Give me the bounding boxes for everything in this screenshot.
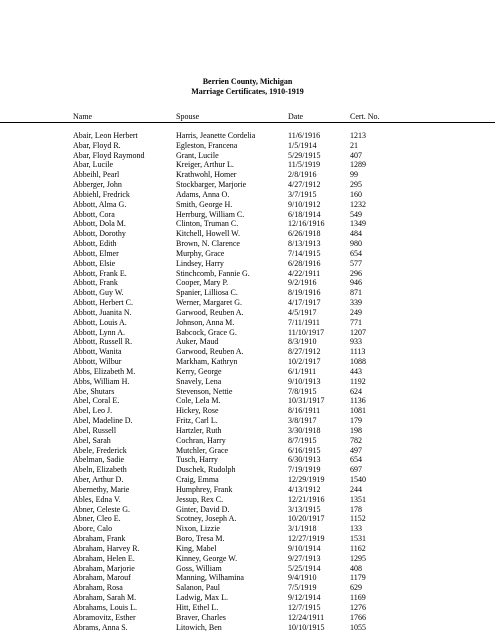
cell-spouse: Snavely, Lena <box>176 376 222 386</box>
cell-name: Abel, Russell <box>73 425 117 435</box>
cell-name: Abbott, Herbert C. <box>73 298 133 308</box>
cell-date: 12/21/1916 <box>288 494 325 504</box>
cell-name: Abel, Madeline D. <box>73 416 133 426</box>
cell-spouse: Babcock, Grace G. <box>176 327 237 337</box>
cell-name: Ables, Edna V. <box>73 494 121 504</box>
cell-date: 8/16/1911 <box>288 406 321 416</box>
cell-spouse: Lindsey, Harry <box>176 258 224 268</box>
cell-name: Abbott, Lynn A. <box>73 327 126 337</box>
cell-date: 7/14/1915 <box>288 248 321 258</box>
cell-spouse: Tusch, Harry <box>176 455 218 465</box>
cell-name: Abar, Floyd Raymond <box>73 150 145 160</box>
table-header <box>0 112 495 123</box>
cell-name: Abbott, Elsie <box>73 258 116 268</box>
cell-spouse: Smith, George H. <box>176 199 233 209</box>
cell-name: Abbott, Russell R. <box>73 337 133 347</box>
column-header-date: Date <box>288 112 304 121</box>
cell-date: 11/6/1916 <box>288 131 321 140</box>
cell-spouse: Ladwig, Max L. <box>176 593 228 602</box>
cell-date: 6/16/1915 <box>288 445 321 455</box>
cell-date: 7/8/1915 <box>288 386 317 396</box>
cell-date: 8/13/1913 <box>288 239 321 249</box>
cell-cert-no: 1289 <box>350 160 366 170</box>
cell-cert-no: 1349 <box>350 219 366 229</box>
cell-cert-no: 99 <box>350 170 358 180</box>
cell-date: 12/16/1916 <box>288 219 325 229</box>
cell-cert-no: 160 <box>350 189 362 199</box>
cell-date: 7/11/1911 <box>288 317 320 327</box>
cell-cert-no: 408 <box>350 563 362 573</box>
cell-name: Abrams, Anna S. <box>73 622 128 632</box>
cell-date: 11/5/1919 <box>288 160 321 170</box>
cell-date: 4/5/1917 <box>288 307 317 317</box>
cell-spouse: Grant, Lucile <box>176 150 219 160</box>
cell-name: Abraham, Helen E. <box>73 553 135 563</box>
cell-cert-no: 1351 <box>350 494 366 504</box>
cell-name: Abel, Sarah <box>73 435 111 445</box>
cell-spouse: Boro, Tresa M. <box>176 534 225 544</box>
cell-name: Abbott, Frank E. <box>73 268 127 278</box>
cell-name: Abrahams, Louis L. <box>73 602 137 612</box>
cell-name: Abbott, Cora <box>73 209 115 219</box>
cell-date: 10/20/1917 <box>288 514 325 524</box>
cell-spouse: Braver, Charles <box>176 612 226 622</box>
cell-cert-no: 1276 <box>350 602 366 612</box>
cell-name: Abbott, Dola M. <box>73 219 126 229</box>
cell-cert-no: 249 <box>350 307 362 317</box>
cell-cert-no: 497 <box>350 445 362 455</box>
cell-name: Abberger, John <box>73 180 122 190</box>
cell-cert-no: 1766 <box>350 612 366 622</box>
cell-spouse: Salanon, Paul <box>176 583 220 593</box>
cell-name: Abe, Shutars <box>73 386 115 396</box>
cell-spouse: Cooper, Mary P. <box>176 278 229 288</box>
cell-date: 10/10/1915 <box>288 622 325 632</box>
cell-spouse: Jessup, Rex C. <box>176 494 224 504</box>
cell-spouse: Spanier, Lilliosa C. <box>176 288 238 298</box>
cell-date: 11/10/1917 <box>288 327 325 337</box>
cell-date: 8/27/1912 <box>288 347 321 357</box>
cell-cert-no: 549 <box>350 209 362 219</box>
cell-name: Abbott, Juanita N. <box>73 307 132 317</box>
cell-cert-no: 1169 <box>350 593 366 602</box>
cell-name: Abbott, Wilbur <box>73 357 122 367</box>
cell-name: Abelman, Sadie <box>73 455 125 465</box>
cell-cert-no: 1152 <box>350 514 366 524</box>
cell-cert-no: 697 <box>350 465 362 475</box>
cell-date: 9/2/1916 <box>288 278 317 288</box>
cell-name: Abore, Calo <box>73 524 113 534</box>
cell-spouse: Fritz, Carl L. <box>176 416 218 426</box>
cell-name: Abbott, Wanita <box>73 347 122 357</box>
cell-date: 6/26/1918 <box>288 229 321 239</box>
cell-spouse: Kerry, George <box>176 366 222 376</box>
document-title: Berrien County, Michigan <box>202 77 293 86</box>
cell-spouse: Garwood, Reuben A. <box>176 347 244 357</box>
cell-spouse: King, Mabel <box>176 543 217 553</box>
cell-spouse: Stevenson, Nettie <box>176 386 233 396</box>
cell-spouse: Hitt, Ethel L. <box>176 602 219 612</box>
cell-date: 2/8/1916 <box>288 170 317 180</box>
cell-name: Abraham, Marouf <box>73 573 131 583</box>
cell-name: Abernethy, Marie <box>73 484 130 494</box>
cell-cert-no: 654 <box>350 455 362 465</box>
cell-date: 3/1/1918 <box>288 524 317 534</box>
cell-date: 7/5/1919 <box>288 583 317 593</box>
cell-date: 12/27/1919 <box>288 534 325 544</box>
column-header-spouse: Spouse <box>176 112 200 121</box>
cell-cert-no: 244 <box>350 484 362 494</box>
cell-name: Abbs, William H. <box>73 376 130 386</box>
cell-spouse: Markham, Kathryn <box>176 357 238 367</box>
cell-date: 8/7/1915 <box>288 435 317 445</box>
cell-name: Abbott, Alma G. <box>73 199 127 209</box>
column-header-cert-no: Cert. No. <box>350 112 380 121</box>
cell-date: 12/24/1911 <box>288 612 325 622</box>
cell-cert-no: 1055 <box>350 622 366 632</box>
cell-spouse: Craig, Emma <box>176 475 219 485</box>
cell-spouse: Kinney, George W. <box>176 553 238 563</box>
cell-spouse: Cole, Lela M. <box>176 396 221 406</box>
cell-date: 6/30/1913 <box>288 455 321 465</box>
cell-date: 3/30/1918 <box>288 425 321 435</box>
cell-date: 6/28/1916 <box>288 258 321 268</box>
cell-spouse: Kitchell, Howell W. <box>176 229 240 239</box>
cell-name: Abel, Coral E. <box>73 396 120 406</box>
cell-date: 4/13/1912 <box>288 484 321 494</box>
column-header-name: Name <box>73 112 93 121</box>
cell-name: Abbott, Elmer <box>73 248 119 258</box>
cell-spouse: Scotney, Joseph A. <box>176 514 237 524</box>
cell-cert-no: 1162 <box>350 543 366 553</box>
cell-cert-no: 577 <box>350 258 362 268</box>
cell-spouse: Herrburg, William C. <box>176 209 245 219</box>
cell-date: 8/19/1916 <box>288 288 321 298</box>
cell-date: 12/29/1919 <box>288 475 325 485</box>
cell-date: 3/13/1915 <box>288 504 321 514</box>
cell-cert-no: 21 <box>350 140 358 150</box>
table-row <box>0 622 495 633</box>
cell-cert-no: 946 <box>350 278 362 288</box>
cell-name: Abbott, Guy W. <box>73 288 124 298</box>
cell-name: Abbott, Dorothy <box>73 229 126 239</box>
cell-date: 4/22/1911 <box>288 268 321 278</box>
cell-cert-no: 484 <box>350 229 362 239</box>
cell-name: Abele, Frederick <box>73 445 127 455</box>
cell-spouse: Brown, N. Clarence <box>176 239 240 249</box>
cell-name: Abbiehl, Fredrick <box>73 189 130 199</box>
cell-spouse: Hartzler, Ruth <box>176 425 222 435</box>
cell-name: Abbott, Edith <box>73 239 117 249</box>
cell-name: Abar, Lucile <box>73 160 114 170</box>
cell-cert-no: 1088 <box>350 357 366 367</box>
cell-spouse: Stockbarger, Marjorie <box>176 180 247 190</box>
cell-cert-no: 198 <box>350 425 362 435</box>
cell-cert-no: 1531 <box>350 534 366 544</box>
cell-date: 4/17/1917 <box>288 298 321 308</box>
cell-spouse: Duschek, Rudolph <box>176 465 236 475</box>
cell-spouse: Goss, William <box>176 563 222 573</box>
cell-cert-no: 1081 <box>350 406 366 416</box>
document-subtitle: Marriage Certificates, 1910-1919 <box>191 87 304 96</box>
cell-cert-no: 296 <box>350 268 362 278</box>
cell-date: 9/27/1913 <box>288 553 321 563</box>
cell-date: 9/10/1913 <box>288 376 321 386</box>
cell-spouse: Garwood, Reuben A. <box>176 307 244 317</box>
cell-name: Abel, Leo J. <box>73 406 113 416</box>
cell-spouse: Kreiger, Arthur L. <box>176 160 234 170</box>
cell-spouse: Hickey, Rose <box>176 406 219 416</box>
cell-date: 9/4/1910 <box>288 573 317 583</box>
cell-date: 3/7/1915 <box>288 189 317 199</box>
cell-cert-no: 133 <box>350 524 362 534</box>
cell-cert-no: 1295 <box>350 553 366 563</box>
cell-cert-no: 624 <box>350 386 362 396</box>
cell-date: 12/7/1915 <box>288 602 321 612</box>
cell-cert-no: 407 <box>350 150 362 160</box>
cell-cert-no: 1213 <box>350 131 366 140</box>
cell-spouse: Adams, Anna O. <box>176 189 230 199</box>
cell-cert-no: 178 <box>350 504 362 514</box>
cell-name: Abeln, Elizabeth <box>73 465 127 475</box>
cell-spouse: Clinton, Truman C. <box>176 219 239 229</box>
cell-spouse: Johnson, Anna M. <box>176 317 235 327</box>
cell-name: Abner, Cleo E. <box>73 514 121 524</box>
cell-date: 6/1/1911 <box>288 366 317 376</box>
cell-spouse: Egleston, Francena <box>176 140 238 150</box>
cell-cert-no: 771 <box>350 317 362 327</box>
cell-spouse: Cochran, Harry <box>176 435 226 445</box>
cell-spouse: Litowich, Ben <box>176 622 222 632</box>
cell-cert-no: 1179 <box>350 573 366 583</box>
cell-cert-no: 1540 <box>350 475 366 485</box>
cell-spouse: Murphy, Grace <box>176 248 225 258</box>
cell-name: Abbs, Elizabeth M. <box>73 366 136 376</box>
cell-name: Abraham, Rosa <box>73 583 123 593</box>
cell-cert-no: 1207 <box>350 327 366 337</box>
cell-spouse: Nixon, Lizzie <box>176 524 220 534</box>
cell-name: Abbeihl, Pearl <box>73 170 120 180</box>
cell-name: Abar, Floyd R. <box>73 140 121 150</box>
cell-name: Abraham, Harvey R. <box>73 543 140 553</box>
cell-name: Aber, Arthur D. <box>73 475 124 485</box>
cell-name: Abair, Leon Herbert <box>73 131 138 140</box>
cell-spouse: Manning, Wilhamina <box>176 573 244 583</box>
cell-date: 9/10/1914 <box>288 543 321 553</box>
cell-date: 5/25/1914 <box>288 563 321 573</box>
cell-cert-no: 1232 <box>350 199 366 209</box>
cell-spouse: Humphrey, Frank <box>176 484 233 494</box>
cell-cert-no: 1113 <box>350 347 366 357</box>
cell-name: Abraham, Sarah M. <box>73 593 137 602</box>
cell-date: 3/8/1917 <box>288 416 317 426</box>
cell-cert-no: 782 <box>350 435 362 445</box>
cell-date: 5/29/1915 <box>288 150 321 160</box>
cell-date: 9/10/1912 <box>288 199 321 209</box>
cell-cert-no: 1136 <box>350 396 366 406</box>
cell-spouse: Mutchler, Grace <box>176 445 229 455</box>
cell-date: 6/18/1914 <box>288 209 321 219</box>
cell-cert-no: 179 <box>350 416 362 426</box>
cell-spouse: Ginter, David D. <box>176 504 230 514</box>
cell-name: Abraham, Frank <box>73 534 126 544</box>
cell-cert-no: 654 <box>350 248 362 258</box>
cell-name: Abbott, Frank <box>73 278 118 288</box>
cell-spouse: Stinchcomb, Fannie G. <box>176 268 250 278</box>
cell-cert-no: 1192 <box>350 376 366 386</box>
cell-cert-no: 339 <box>350 298 362 308</box>
cell-name: Abraham, Marjorie <box>73 563 135 573</box>
cell-cert-no: 980 <box>350 239 362 249</box>
cell-cert-no: 933 <box>350 337 362 347</box>
cell-date: 10/31/1917 <box>288 396 325 406</box>
cell-spouse: Krathwohl, Homer <box>176 170 237 180</box>
cell-cert-no: 629 <box>350 583 362 593</box>
cell-date: 8/3/1910 <box>288 337 317 347</box>
cell-spouse: Harris, Jeanette Cordelia <box>176 131 256 140</box>
cell-date: 4/27/1912 <box>288 180 321 190</box>
cell-cert-no: 443 <box>350 366 362 376</box>
cell-cert-no: 295 <box>350 180 362 190</box>
cell-date: 7/19/1919 <box>288 465 321 475</box>
cell-name: Abbott, Louis A. <box>73 317 127 327</box>
cell-cert-no: 871 <box>350 288 362 298</box>
cell-date: 9/12/1914 <box>288 593 321 602</box>
cell-name: Abner, Celeste G. <box>73 504 130 514</box>
cell-spouse: Auker, Maud <box>176 337 219 347</box>
cell-spouse: Werner, Margaret G. <box>176 298 242 308</box>
cell-date: 1/5/1914 <box>288 140 317 150</box>
cell-date: 10/2/1917 <box>288 357 321 367</box>
cell-name: Abramovitz, Esther <box>73 612 136 622</box>
